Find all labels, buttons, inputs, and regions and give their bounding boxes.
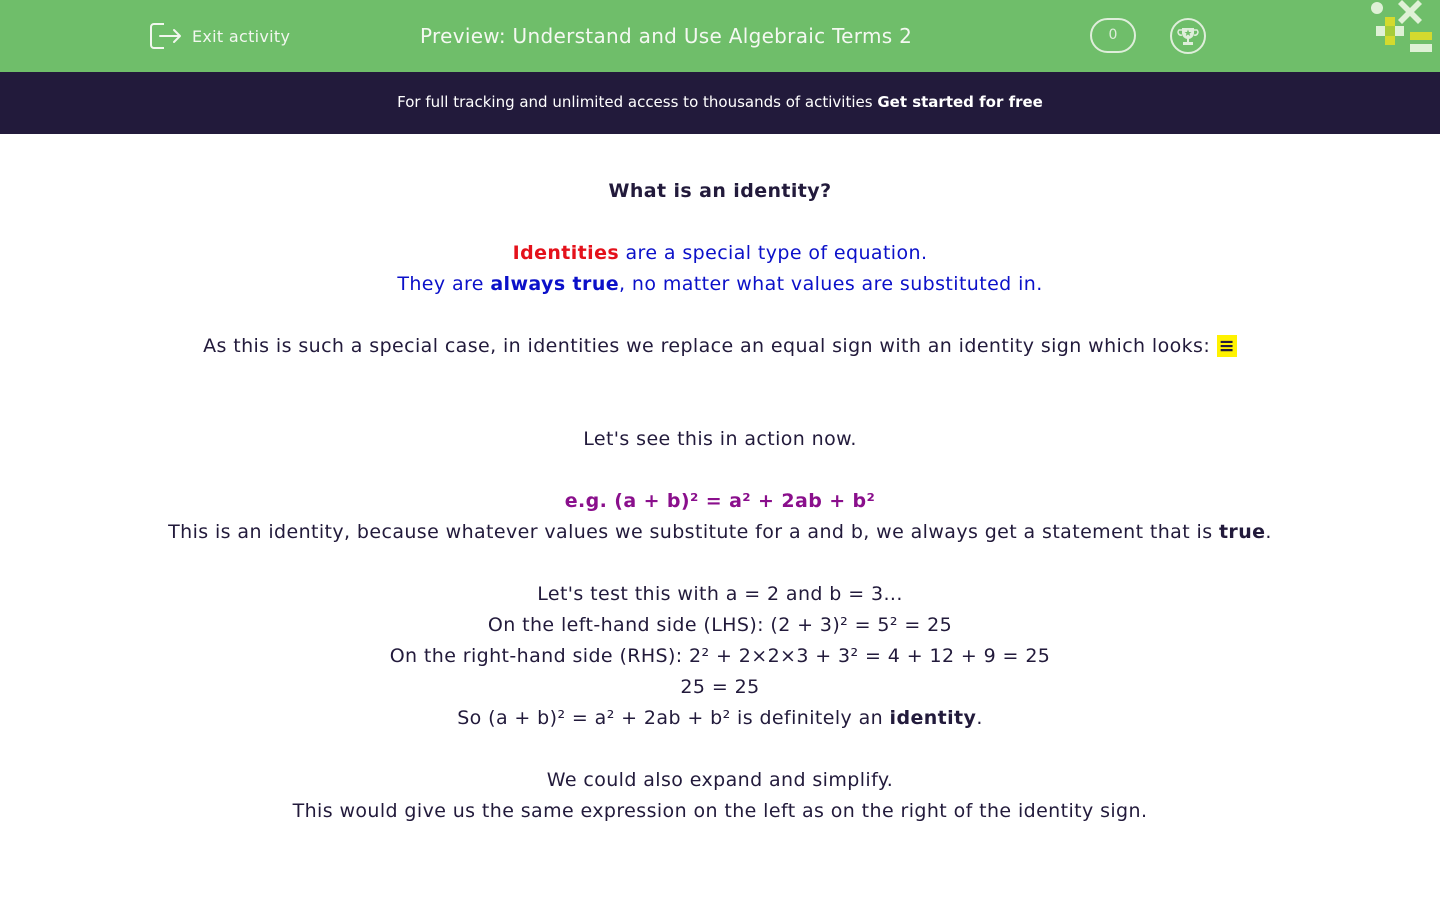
page-title: Preview: Understand and Use Algebraic Terms 2	[420, 24, 913, 48]
identity-sign-symbol: ≡	[1218, 335, 1235, 357]
conclusion-end: .	[976, 707, 983, 729]
banner-text: For full tracking and unlimited access to thousands of activities	[397, 93, 878, 111]
action-line: Let's see this in action now.	[583, 428, 857, 450]
always-true-bold: always true	[490, 273, 620, 295]
score-counter: 0	[1090, 18, 1136, 53]
signup-banner	[0, 72, 1440, 134]
spacer	[150, 455, 1290, 486]
top-bar	[0, 0, 1440, 72]
explanation-text: This is an identity, because whatever values we substitute for a and b, we always get a statement that is	[168, 521, 1219, 543]
spacer	[150, 548, 1290, 579]
get-started-link[interactable]: Get started for free	[877, 93, 1043, 111]
maths-symbols-logo	[1360, 0, 1440, 60]
true-bold: true	[1218, 521, 1266, 543]
test-line: 25 = 25	[680, 676, 760, 698]
explanation-end: .	[1265, 521, 1272, 543]
conclusion-text: So (a + b)² = a² + 2ab + b² is definitely an	[457, 707, 890, 729]
always-true-line	[150, 269, 1290, 300]
spacer	[150, 734, 1290, 765]
trophy-button[interactable]	[1170, 18, 1206, 54]
lesson-content	[150, 176, 1290, 827]
lesson-heading: What is an identity?	[608, 180, 832, 202]
test-line: On the right-hand side (RHS): 2² + 2×2×3 + 3² = 4 + 12 + 9 = 25	[389, 645, 1051, 667]
trophy-icon	[1177, 25, 1199, 47]
test-line: On the left-hand side (LHS): (2 + 3)² = 5² = 25	[487, 614, 953, 636]
identity-sign-text: As this is such a special case, in identities we replace an equal sign with an identity sign which looks:	[203, 335, 1217, 357]
expand-line: This would give us the same expression on the left as on the right of the identity sign.	[292, 800, 1148, 822]
definition-line	[150, 238, 1290, 269]
expand-line: We could also expand and simplify.	[546, 769, 894, 791]
spacer	[150, 393, 1290, 424]
exit-icon	[150, 22, 182, 50]
spacer	[150, 362, 1290, 393]
identity-bold: identity	[889, 707, 977, 729]
spacer	[150, 300, 1290, 331]
conclusion-line	[150, 703, 1290, 734]
identity-sign-line	[150, 331, 1290, 362]
identities-term: Identities	[512, 242, 620, 264]
always-pre: They are	[397, 273, 491, 295]
always-post: , no matter what values are substituted in.	[619, 273, 1043, 295]
definition-text: are a special type of equation.	[619, 242, 928, 264]
explanation-line	[150, 517, 1290, 548]
exit-label: Exit activity	[192, 26, 291, 46]
exit-activity-button[interactable]	[150, 20, 290, 52]
spacer	[150, 207, 1290, 238]
example-equation: e.g. (a + b)² = a² + 2ab + b²	[564, 490, 876, 512]
test-line: Let's test this with a = 2 and b = 3...	[537, 583, 903, 605]
